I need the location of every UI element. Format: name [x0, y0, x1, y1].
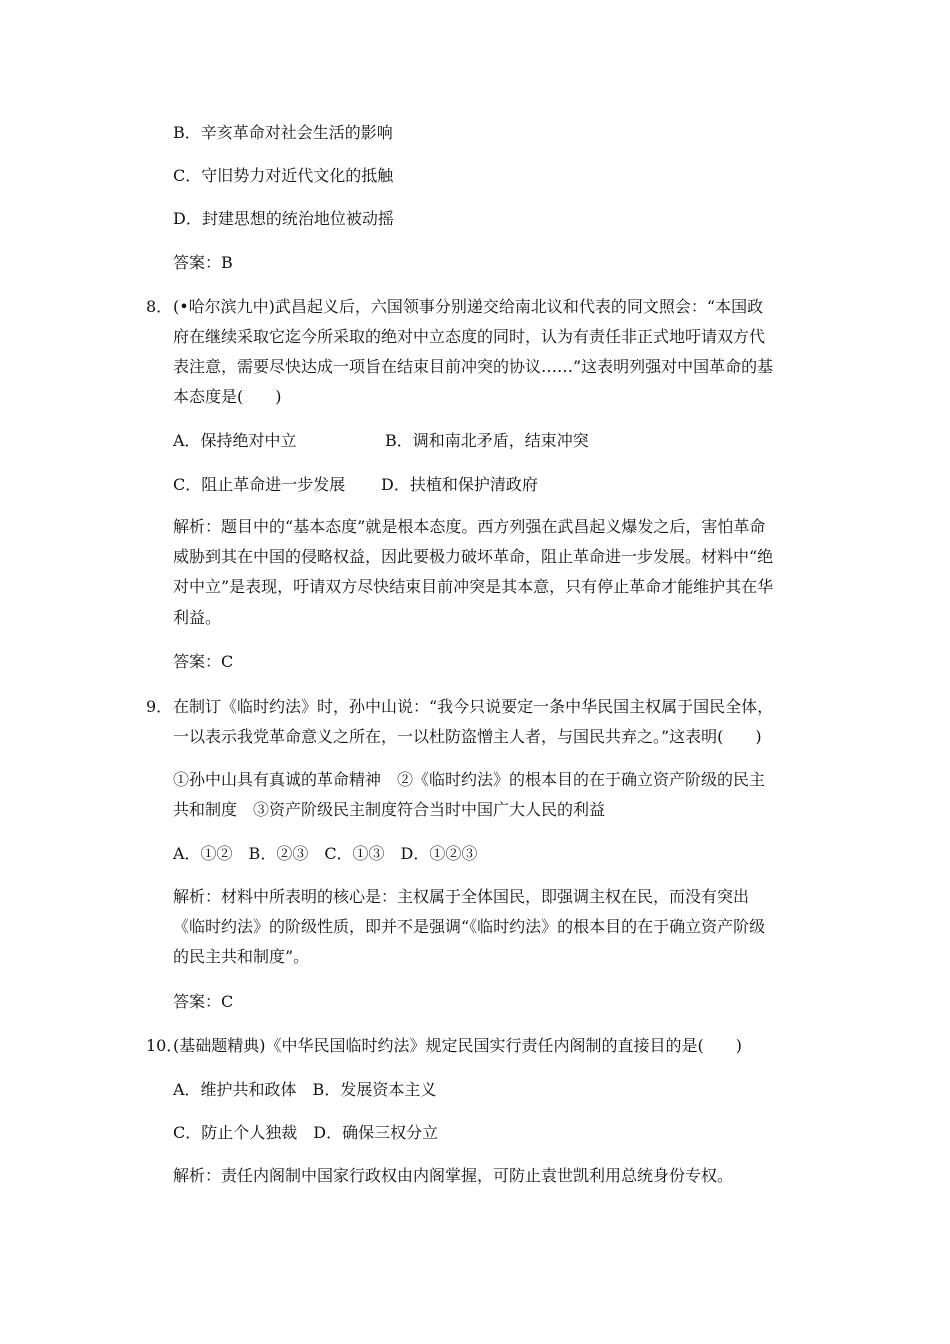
- q8-option-c: C．阻止革命进一步发展: [173, 475, 346, 494]
- q9-analysis-line-2: 《临时约法》的阶级性质，即并不是强调“《临时约法》的根本目的在于确立资产阶级: [173, 917, 766, 936]
- q8-analysis-line-1: 解析：题目中的“基本态度”就是根本态度。西方列强在武昌起义爆发之后，害怕革命: [173, 517, 766, 536]
- q7-option-d: D．封建思想的统治地位被动摇: [173, 209, 394, 228]
- q7-option-b: B．辛亥革命对社会生活的影响: [173, 123, 393, 142]
- q8-option-b: B．调和南北矛盾，结束冲突: [385, 431, 589, 450]
- q8-stem-line-4: 本态度是( ): [173, 387, 282, 406]
- q10-options-line-1: A．维护共和政体 B．发展资本主义: [173, 1080, 437, 1099]
- q10-options-line-2: C．防止个人独裁 D．确保三权分立: [173, 1123, 439, 1142]
- q10-analysis: 解析：责任内阁制中国家行政权由内阁掌握，可防止袁世凯利用总统身份专权。: [173, 1166, 734, 1185]
- q9-statements-line-2: 共和制度 ③资产阶级民主制度符合当时中国广大人民的利益: [173, 800, 606, 819]
- q8-option-a: A．保持绝对中立: [173, 431, 297, 450]
- q8-number: 8．: [146, 297, 173, 316]
- q10-number: 10．: [146, 1036, 183, 1055]
- q9-stem-line-2: 一以表示我党革命意义之所在，一以杜防盗憎主人者，与国民共弃之。”这表明( ): [173, 727, 762, 746]
- q8-analysis-line-2: 威胁到其在中国的侵略权益，因此要极力破坏革命，阻止革命进一步发展。材料中“绝: [173, 547, 774, 566]
- q9-analysis-line-3: 的民主共和制度”。: [173, 947, 310, 966]
- q8-option-d: D．扶植和保护清政府: [381, 475, 538, 494]
- q8-stem-line-3: 表注意，需要尽快达成一项旨在结束目前冲突的协议……”这表明列强对中国革命的基: [173, 357, 774, 376]
- q8-analysis-line-4: 利益。: [173, 608, 222, 627]
- q7-option-c: C．守旧势力对近代文化的抵触: [173, 166, 394, 185]
- q9-statements-line-1: ①孙中山具有真诚的革命精神 ②《临时约法》的根本目的在于确立资产阶级的民主: [173, 770, 766, 789]
- q9-options: A．①② B．②③ C．①③ D．①②③: [173, 844, 478, 863]
- q9-answer: 答案：C: [173, 992, 234, 1011]
- q9-analysis-line-1: 解析：材料中所表明的核心是：主权属于全体国民，即强调主权在民，而没有突出: [173, 887, 750, 906]
- q9-number: 9．: [146, 697, 173, 716]
- q8-stem-line-1: (•哈尔滨九中)武昌起义后，六国领事分别递交给南北议和代表的同文照会：“本国政: [173, 297, 764, 316]
- q10-stem: (基础题精典)《中华民国临时约法》规定民国实行责任内阁制的直接目的是( ): [173, 1036, 742, 1055]
- q8-stem-line-2: 府在继续采取它迄今所采取的绝对中立态度的同时，认为有责任非正式地吁请双方代: [173, 327, 766, 346]
- q9-stem-line-1: 在制订《临时约法》时，孙中山说：“我今只说要定一条中华民国主权属于国民全体，: [173, 697, 774, 716]
- q8-analysis-line-3: 对中立”是表现，吁请双方尽快结束目前冲突是其本意，只有停止革命才能维护其在华: [173, 577, 774, 596]
- q7-answer: 答案：B: [173, 253, 233, 272]
- q8-answer: 答案：C: [173, 652, 234, 671]
